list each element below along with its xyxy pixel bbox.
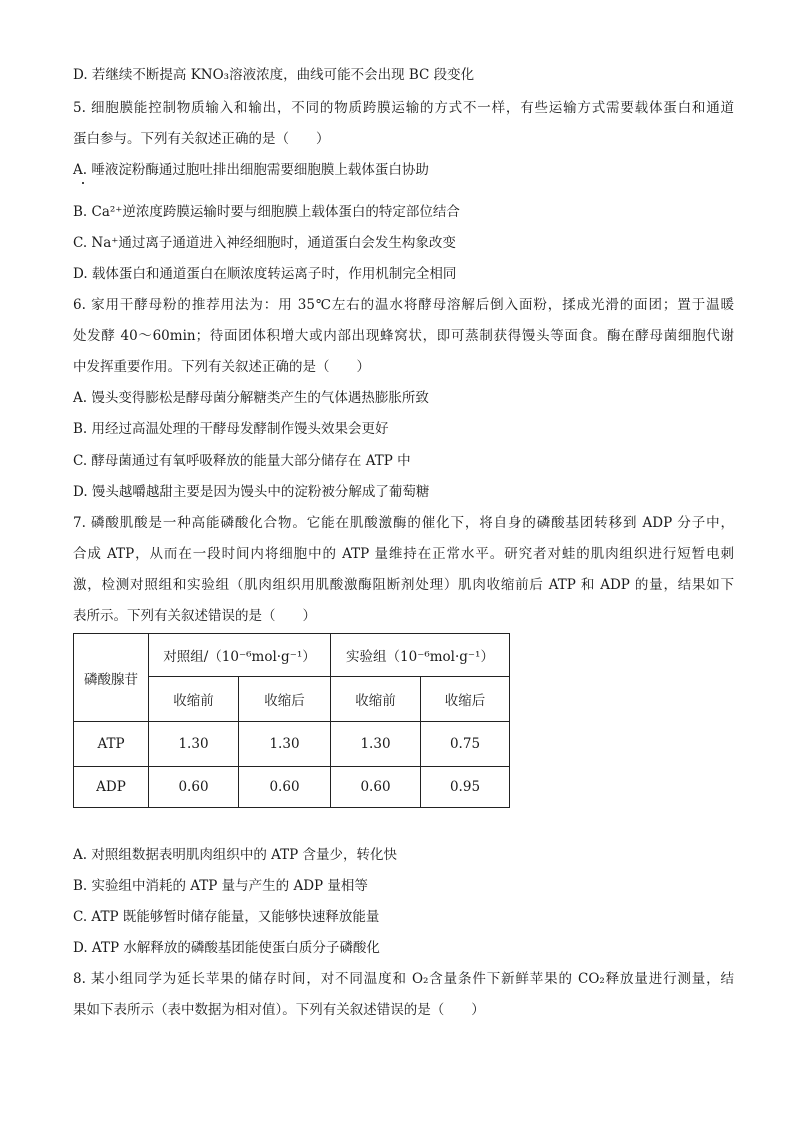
q7-stem-line4: 表所示。下列有关叙述错误的是（ ） xyxy=(73,608,316,624)
q8-stem-line1: 8. 某小组同学为延长苹果的储存时间，对不同温度和 O₂含量条件下新鲜苹果的 CO₂释放量进行测量，结 xyxy=(73,971,734,987)
table-cell: 0.60 xyxy=(239,767,331,808)
q7-option-a: A. 对照组数据表明肌肉组织中的 ATP 含量少，转化快 xyxy=(73,847,398,863)
q7-option-d: D. ATP 水解释放的磷酸基团能使蛋白质分子磷酸化 xyxy=(73,940,380,956)
table-row xyxy=(74,767,510,808)
q7-option-c: C. ATP 既能够暂时储存能量，又能够快速释放能量 xyxy=(73,909,380,925)
table-cell: 0.95 xyxy=(421,767,510,808)
q7-stem-line1: 7. 磷酸肌酸是一种高能磷酸化合物。它能在肌酸激酶的催化下，将自身的磷酸基团转移到 ADP 分子中， xyxy=(73,515,734,531)
q7-option-b: B. 实验组中消耗的 ATP 量与产生的 ADP 量相等 xyxy=(73,878,368,894)
experiment-after-header: 收缩后 xyxy=(421,677,510,722)
q5-option-c: C. Na⁺通过离子通道进入神经细胞时，通道蛋白会发生构象改变 xyxy=(73,235,456,251)
control-group-header: 对照组/（10⁻⁶mol·g⁻¹） xyxy=(149,634,331,677)
row-label-adp: ADP xyxy=(74,767,149,808)
table-row xyxy=(74,722,510,767)
table-cell: 1.30 xyxy=(331,722,421,767)
q6-option-d: D. 馒头越嚼越甜主要是因为馒头中的淀粉被分解成了葡萄糖 xyxy=(73,484,430,500)
row-label-atp: ATP xyxy=(74,722,149,767)
table-cell: 1.30 xyxy=(239,722,331,767)
table-cell: 0.60 xyxy=(331,767,421,808)
q5-option-b: B. Ca²⁺逆浓度跨膜运输时要与细胞膜上载体蛋白的特定部位结合 xyxy=(73,204,460,220)
q8-stem-line2: 果如下表所示（表中数据为相对值）。下列有关叙述错误的是（ ） xyxy=(73,1002,485,1018)
q5-option-a: A. 唾液淀粉酶通过胞吐排出细胞需要细胞膜上载体蛋白协助 xyxy=(73,162,429,178)
atp-adp-table xyxy=(73,633,510,808)
experiment-before-header: 收缩前 xyxy=(331,677,421,722)
q6-stem-line1: 6. 家用干酵母粉的推荐用法为：用 35℃左右的温水将酵母溶解后倒入面粉，揉成光滑的面团；置于温暖 xyxy=(73,297,734,313)
q5-stem-line2: 蛋白参与。下列有关叙述正确的是（ ） xyxy=(73,131,330,147)
experiment-group-header: 实验组（10⁻⁶mol·g⁻¹） xyxy=(331,634,510,677)
q4-option-d: D. 若继续不断提高 KNO₃溶液浓度，曲线可能不会出现 BC 段变化 xyxy=(73,67,475,83)
q7-stem-line3: 激，检测对照组和实验组（肌肉组织用肌酸激酶阻断剂处理）肌肉收缩前后 ATP 和 ADP 的量，结果如下 xyxy=(73,577,734,593)
control-before-header: 收缩前 xyxy=(149,677,239,722)
q6-stem-line2: 处发酵 40～60min；待面团体积增大或内部出现蜂窝状，即可蒸制获得馒头等面食。酶在酵母菌细胞代谢 xyxy=(73,328,734,344)
q6-option-b: B. 用经过高温处理的干酵母发酵制作馒头效果会更好 xyxy=(73,421,389,437)
q7-stem-line2: 合成 ATP，从而在一段时间内将细胞中的 ATP 量维持在正常水平。研究者对蛙的肌肉组织进行短暂电刺 xyxy=(73,546,734,562)
q6-stem-line3: 中发挥重要作用。下列有关叙述正确的是（ ） xyxy=(73,359,370,375)
table-cell: 0.75 xyxy=(421,722,510,767)
q5-stem-line1: 5. 细胞膜能控制物质输入和输出，不同的物质跨膜运输的方式不一样，有些运输方式需要载体蛋白和通道 xyxy=(73,100,734,116)
table-cell: 1.30 xyxy=(149,722,239,767)
table-row-header: 磷酸腺苷 xyxy=(74,634,149,722)
control-after-header: 收缩后 xyxy=(239,677,331,722)
q5-option-d: D. 载体蛋白和通道蛋白在顺浓度转运离子时，作用机制完全相同 xyxy=(73,266,457,282)
q6-option-c: C. 酵母菌通过有氧呼吸释放的能量大部分储存在 ATP 中 xyxy=(73,453,411,469)
table-cell: 0.60 xyxy=(149,767,239,808)
stray-dot xyxy=(82,182,84,184)
q6-option-a: A. 馒头变得膨松是酵母菌分解糖类产生的气体遇热膨胀所致 xyxy=(73,390,429,406)
